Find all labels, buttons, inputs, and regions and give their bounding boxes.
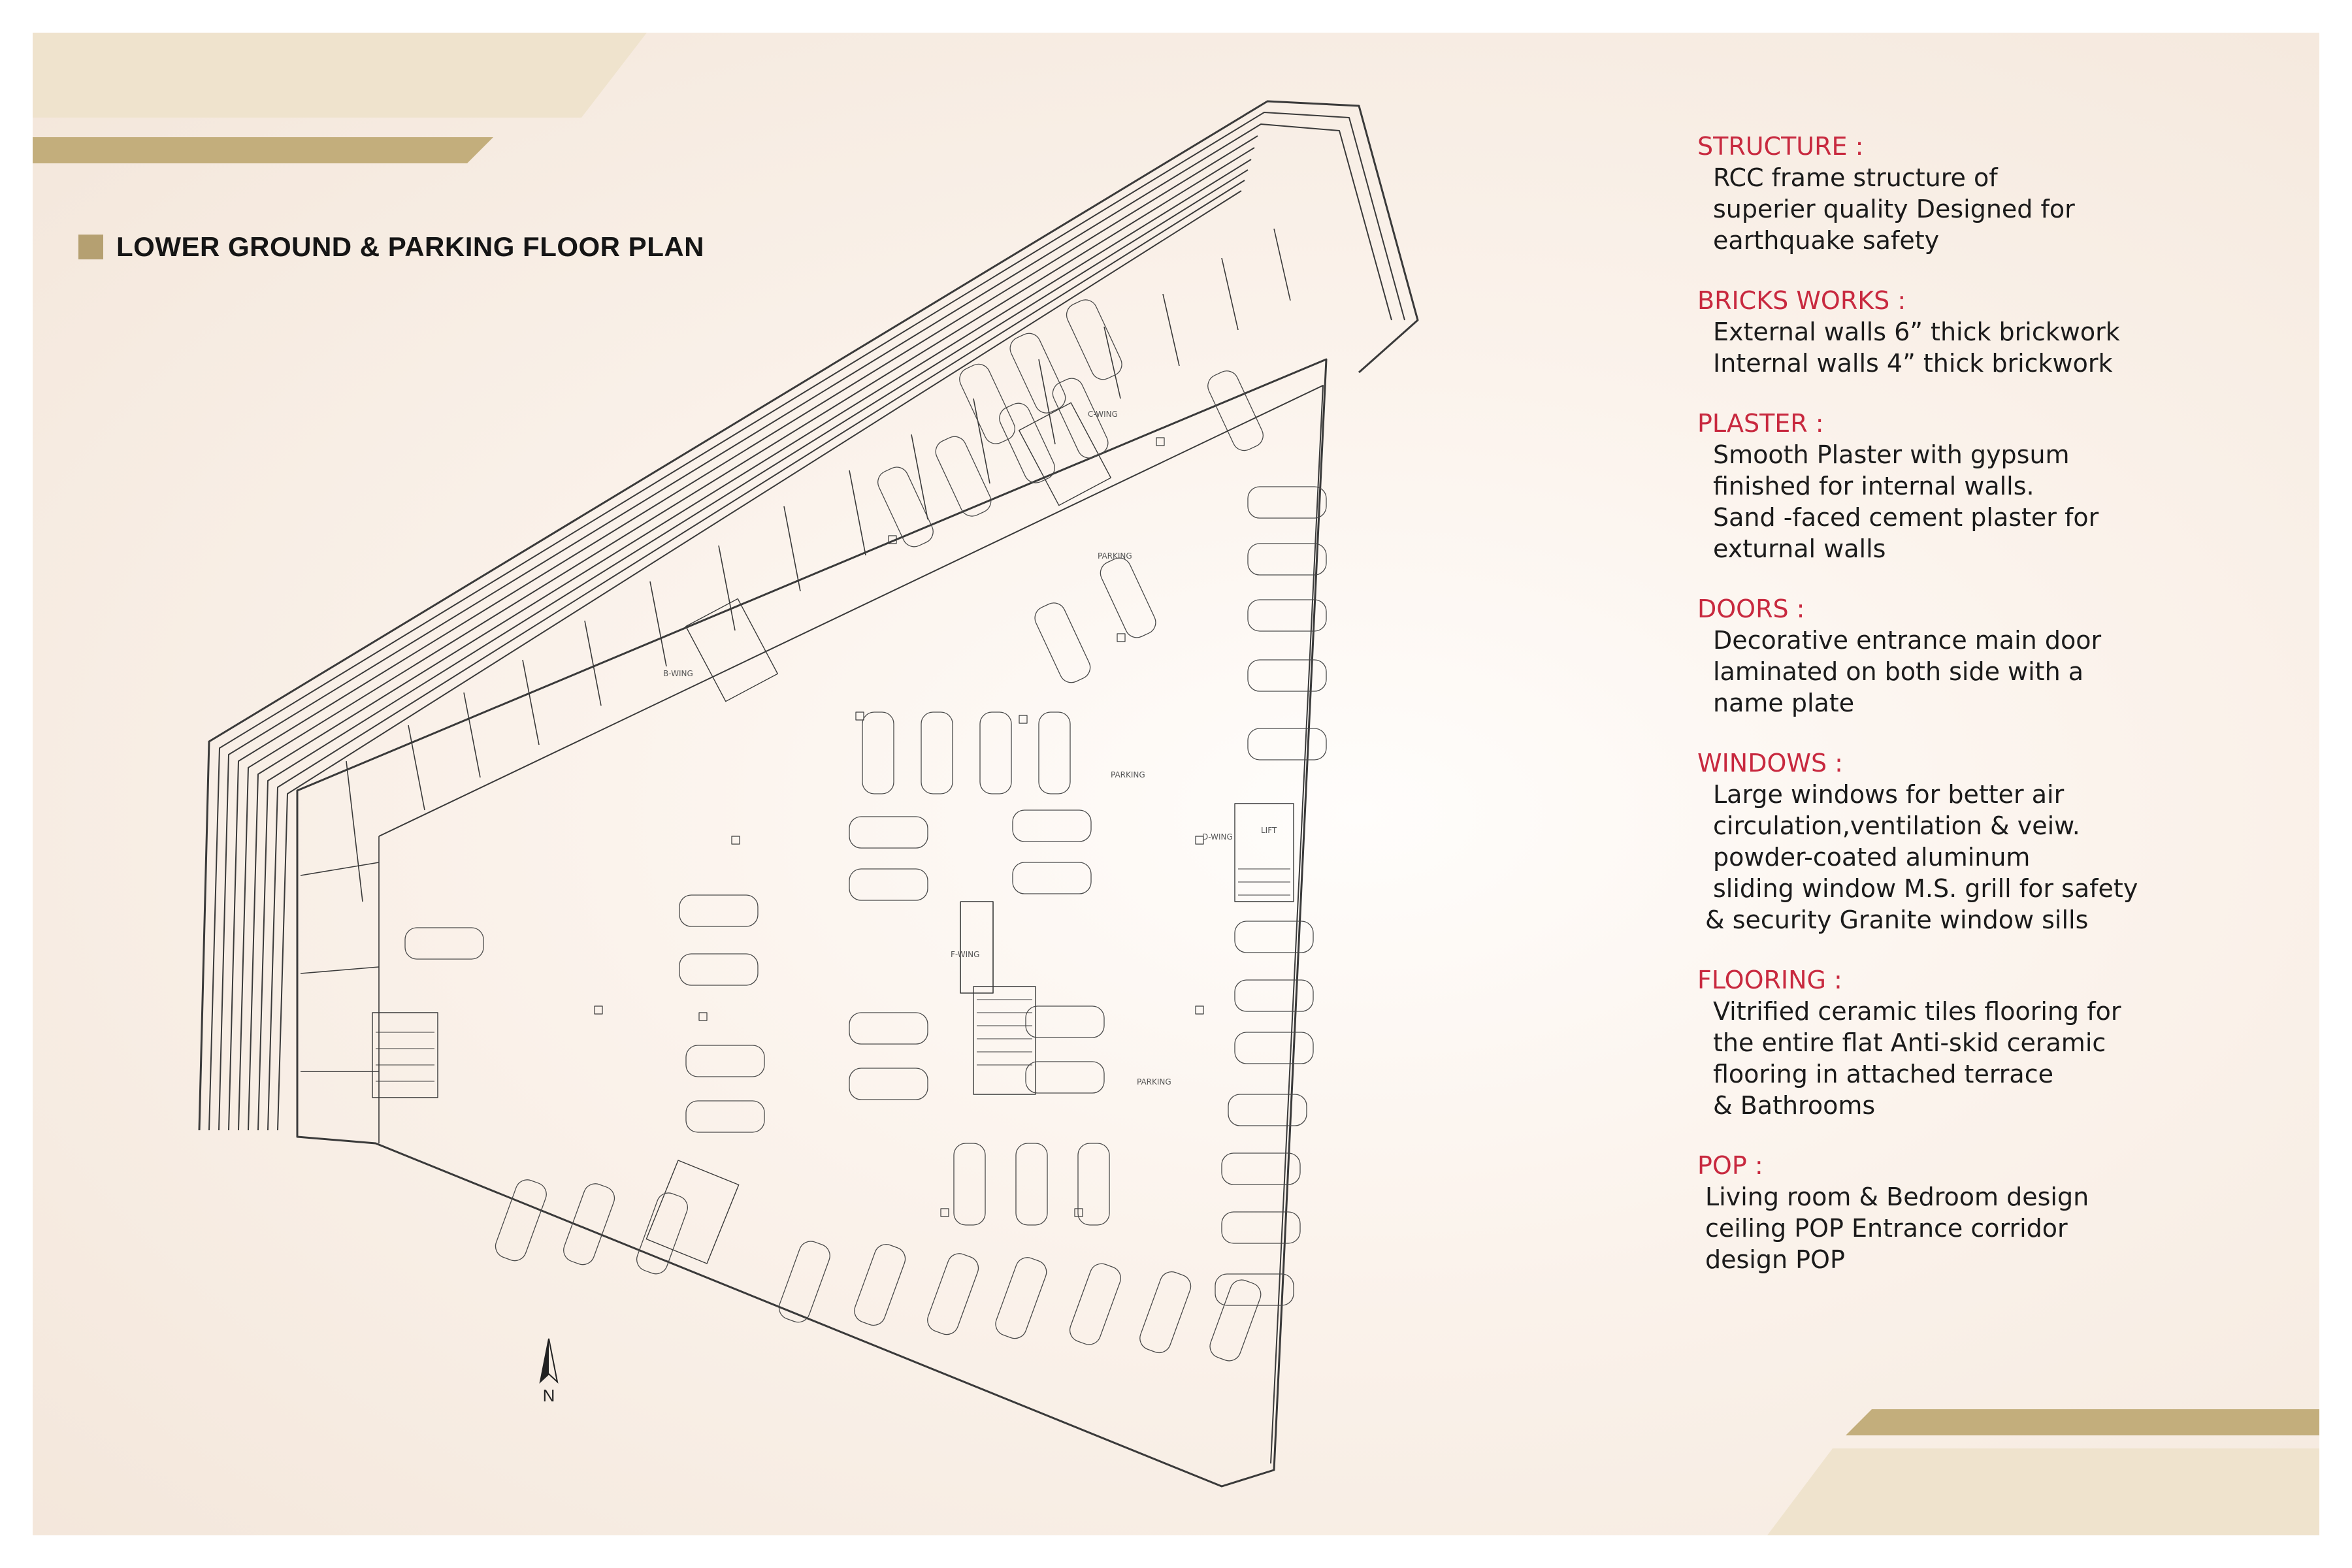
brochure-sheet <box>33 33 2319 1535</box>
spec-line: Sand -faced cement plaster for <box>1713 503 2099 532</box>
spec-bricks-works <box>1697 285 2285 379</box>
spec-line: earthquake safety <box>1713 226 1940 255</box>
spec-line: Vitrified ceramic tiles flooring for <box>1713 997 2121 1026</box>
spec-line: laminated on both side with a <box>1713 657 2084 686</box>
spec-heading: DOORS : <box>1697 595 1805 623</box>
plan-title-text: LOWER GROUND & PARKING FLOOR PLAN <box>116 231 705 262</box>
spec-pop <box>1697 1150 2285 1275</box>
plan-label-parking-2: PARKING <box>1111 770 1145 779</box>
spec-heading: FLOORING : <box>1697 966 1842 994</box>
spec-line: design POP <box>1705 1245 1845 1274</box>
spec-line: External walls 6” thick brickwork <box>1713 318 2120 346</box>
spec-plaster <box>1697 408 2285 564</box>
spec-windows <box>1697 747 2285 936</box>
plan-label-c-wing: C-WING <box>1088 410 1118 419</box>
spec-heading: POP : <box>1697 1151 1763 1180</box>
spec-heading: WINDOWS : <box>1697 749 1843 777</box>
spec-line: & security Granite window sills <box>1705 906 2089 934</box>
north-arrow-icon <box>532 1337 565 1384</box>
compass-label: N <box>542 1386 555 1405</box>
spec-doors <box>1697 593 2285 719</box>
plan-label-d-wing: D-WING <box>1202 832 1233 841</box>
spec-heading: PLASTER : <box>1697 409 1824 438</box>
spec-line: exturnal walls <box>1713 534 1886 563</box>
spec-line: powder-coated aluminum <box>1713 843 2031 872</box>
plan-label-parking-3: PARKING <box>1137 1077 1171 1086</box>
spec-structure <box>1697 131 2285 256</box>
spec-line: flooring in attached terrace <box>1713 1060 2053 1088</box>
spec-line: circulation,ventilation & veiw. <box>1713 811 2080 840</box>
plan-label-parking-1: PARKING <box>1098 551 1132 561</box>
spec-heading: BRICKS WORKS : <box>1697 286 1906 315</box>
specifications-panel <box>1697 131 2285 1304</box>
north-compass <box>532 1337 565 1409</box>
spec-line: & Bathrooms <box>1713 1091 1876 1120</box>
spec-heading: STRUCTURE : <box>1697 132 1864 161</box>
plan-label-lift: LIFT <box>1261 826 1277 835</box>
plan-label-f-wing: F-WING <box>951 950 980 959</box>
spec-flooring <box>1697 964 2285 1121</box>
spec-line: Living room & Bedroom design <box>1705 1183 2089 1211</box>
spec-line: Smooth Plaster with gypsum <box>1713 440 2070 469</box>
spec-line: Decorative entrance main door <box>1713 626 2102 655</box>
plan-label-b-wing: B-WING <box>663 669 693 678</box>
spec-line: superier quality Designed for <box>1713 195 2075 223</box>
spec-line: Internal walls 4” thick brickwork <box>1713 349 2113 378</box>
spec-line: RCC frame structure of <box>1713 163 1998 192</box>
spec-line: the entire flat Anti-skid ceramic <box>1713 1028 2106 1057</box>
spec-line: name plate <box>1713 689 1855 717</box>
spec-line: finished for internal walls. <box>1713 472 2034 500</box>
spec-line: ceiling POP Entrance corridor <box>1705 1214 2068 1243</box>
spec-line: Large windows for better air <box>1713 780 2065 809</box>
spec-line: sliding window M.S. grill for safety <box>1713 874 2138 903</box>
